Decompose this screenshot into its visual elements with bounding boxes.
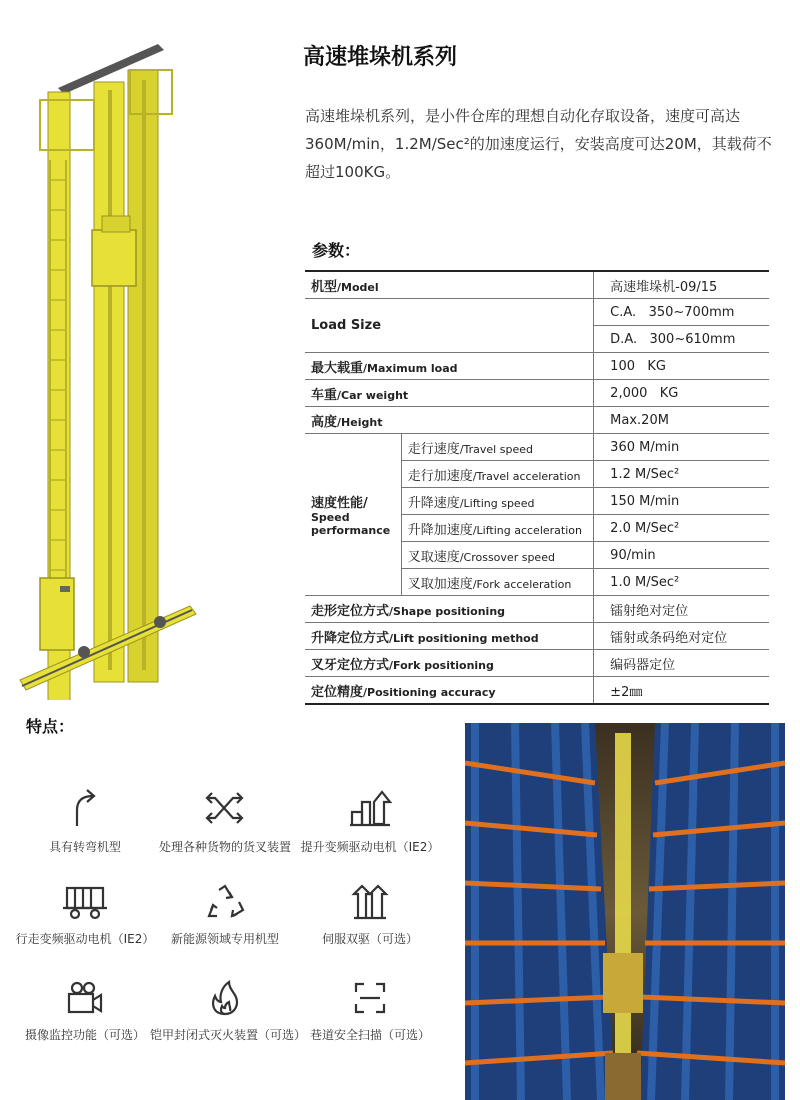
recycle-icon bbox=[205, 884, 245, 920]
speed-value: 1.2 M/Sec² bbox=[594, 461, 769, 488]
row-label: 定位精度 bbox=[311, 684, 364, 700]
table-row: 高度/Height Max.20M bbox=[305, 407, 769, 434]
row-label-en: Lifting speed bbox=[463, 496, 535, 510]
features-heading: 特点： bbox=[26, 717, 75, 736]
shuffle-icon bbox=[203, 788, 247, 828]
table-row: 定位精度/Positioning accuracy ±2㎜ bbox=[305, 677, 769, 705]
row-label: 升降速度 bbox=[407, 495, 460, 511]
row-label: 叉取速度 bbox=[407, 549, 460, 565]
row-label-en: Shape positioning bbox=[393, 604, 506, 618]
table-row: 叉取速度/Crossover speed 90/min bbox=[305, 542, 769, 569]
table-row: 走行加速度/Travel acceleration 1.2 M/Sec² bbox=[305, 461, 769, 488]
height-value: Max.20M bbox=[594, 407, 769, 434]
row-label: Load Size bbox=[311, 318, 382, 333]
feature-item bbox=[10, 980, 160, 1043]
row-label: 走行速度 bbox=[407, 441, 460, 457]
table-row: 升降定位方式/Lift positioning method 镭射或条码绝对定位 bbox=[305, 623, 769, 650]
feature-label: 行走变频驱动电机（IE2） bbox=[15, 932, 155, 946]
table-row: 叉牙定位方式/Fork positioning 编码器定位 bbox=[305, 650, 769, 677]
product-description: 高速堆垛机系列，是小件仓库的理想自动化存取设备，速度可高达360M/min，1.2M/Sec²的加速度运行，安装高度可达20M，其载荷不超过100KG。 bbox=[305, 107, 772, 181]
row-label: 升降加速度 bbox=[407, 522, 473, 538]
speed-value: 90/min bbox=[594, 542, 769, 569]
row-label-en: Lift positioning method bbox=[393, 631, 539, 645]
row-label: 叉牙定位方式 bbox=[311, 657, 390, 673]
table-row bbox=[305, 299, 769, 326]
speed-value: 360 M/min bbox=[594, 434, 769, 461]
accuracy-value: ±2㎜ bbox=[594, 677, 769, 705]
fork-positioning-value: 编码器定位 bbox=[594, 650, 769, 677]
camera-icon bbox=[65, 980, 105, 1016]
table-row: 最大载重/Maximum load 100 KG bbox=[305, 353, 769, 380]
row-label-en: Height bbox=[341, 415, 383, 429]
row-label: 车重 bbox=[311, 387, 338, 403]
row-label-en: Fork acceleration bbox=[476, 577, 572, 591]
spec-table bbox=[305, 270, 769, 705]
feature-item bbox=[150, 884, 300, 947]
row-label-en: Car weight bbox=[341, 388, 409, 402]
table-row: 升降加速度/Lifting acceleration 2.0 M/Sec² bbox=[305, 515, 769, 542]
max-load-value: 100 KG bbox=[594, 353, 769, 380]
row-label-en: Crossover speed bbox=[463, 550, 555, 564]
feature-item bbox=[10, 788, 160, 855]
row-label-en: Travel speed bbox=[463, 442, 533, 456]
table-row: 升降速度/Lifting speed 150 M/min bbox=[305, 488, 769, 515]
feature-label: 处理各种货物的货叉装置 bbox=[158, 840, 291, 854]
flame-icon bbox=[207, 980, 243, 1016]
cart-icon bbox=[61, 884, 109, 920]
lift-motor-icon bbox=[348, 788, 392, 828]
feature-label: 具有转弯机型 bbox=[48, 840, 121, 854]
row-label-en: Positioning accuracy bbox=[367, 685, 496, 699]
page-title: 高速堆垛机系列 bbox=[303, 45, 458, 70]
feature-item bbox=[150, 980, 307, 1043]
row-label-en: Model bbox=[341, 280, 379, 294]
table-row: 机型/Model 高速堆垛机-09/15 bbox=[305, 271, 769, 299]
feature-label: 提升变频驱动电机（IE2） bbox=[300, 840, 440, 854]
car-weight-value: 2,000 KG bbox=[594, 380, 769, 407]
speed-value: 1.0 M/Sec² bbox=[594, 569, 769, 596]
feature-label: 铠甲封闭式灭火装置（可选） bbox=[150, 1028, 307, 1042]
lift-positioning-value: 镭射或条码绝对定位 bbox=[594, 623, 769, 650]
table-row: 走形定位方式/Shape positioning 镭射绝对定位 bbox=[305, 596, 769, 623]
feature-label: 巷道安全扫描（可选） bbox=[309, 1028, 430, 1042]
turn-arrow-icon bbox=[67, 788, 103, 828]
row-label-en: Fork positioning bbox=[393, 658, 494, 672]
scan-icon bbox=[352, 980, 388, 1016]
row-label: 走行加速度 bbox=[407, 468, 473, 484]
feature-item bbox=[295, 788, 445, 855]
table-row: 车重/Car weight 2,000 KG bbox=[305, 380, 769, 407]
dual-arrows-icon bbox=[350, 884, 390, 920]
row-label: 走形定位方式 bbox=[311, 603, 390, 619]
model-value: 高速堆垛机-09/15 bbox=[594, 271, 769, 299]
row-label-en: Travel acceleration bbox=[476, 469, 581, 483]
row-label: 最大载重 bbox=[311, 360, 364, 376]
row-label: 机型 bbox=[311, 279, 338, 295]
feature-item bbox=[10, 884, 160, 947]
row-label: 叉取加速度 bbox=[407, 576, 473, 592]
row-label-en: Lifting acceleration bbox=[476, 523, 582, 537]
speed-value: 150 M/min bbox=[594, 488, 769, 515]
row-label: 高度 bbox=[311, 414, 338, 430]
load-size-value-da: D.A. 300~610mm bbox=[594, 326, 769, 353]
stacker-crane-illustration bbox=[10, 30, 210, 700]
table-row: 速度性能/ Speed performance 走行速度/Travel speed 360 M/min bbox=[305, 434, 769, 461]
table-row: 叉取加速度/Fork acceleration 1.0 M/Sec² bbox=[305, 569, 769, 596]
feature-label: 新能源领域专用机型 bbox=[170, 932, 279, 946]
params-heading: 参数： bbox=[312, 241, 361, 260]
warehouse-aisle-photo bbox=[465, 723, 785, 1100]
speed-group-label: 速度性能/ Speed performance bbox=[305, 434, 401, 596]
feature-label: 伺服双驱（可选） bbox=[321, 932, 418, 946]
feature-item bbox=[295, 980, 445, 1043]
row-label: 升降定位方式 bbox=[311, 630, 390, 646]
load-size-value-ca: C.A. 350~700mm bbox=[594, 299, 769, 326]
feature-item bbox=[150, 788, 300, 855]
speed-value: 2.0 M/Sec² bbox=[594, 515, 769, 542]
shape-positioning-value: 镭射绝对定位 bbox=[594, 596, 769, 623]
feature-item bbox=[295, 884, 445, 947]
row-label-en: Maximum load bbox=[367, 361, 458, 375]
feature-label: 摄像监控功能（可选） bbox=[24, 1028, 145, 1042]
